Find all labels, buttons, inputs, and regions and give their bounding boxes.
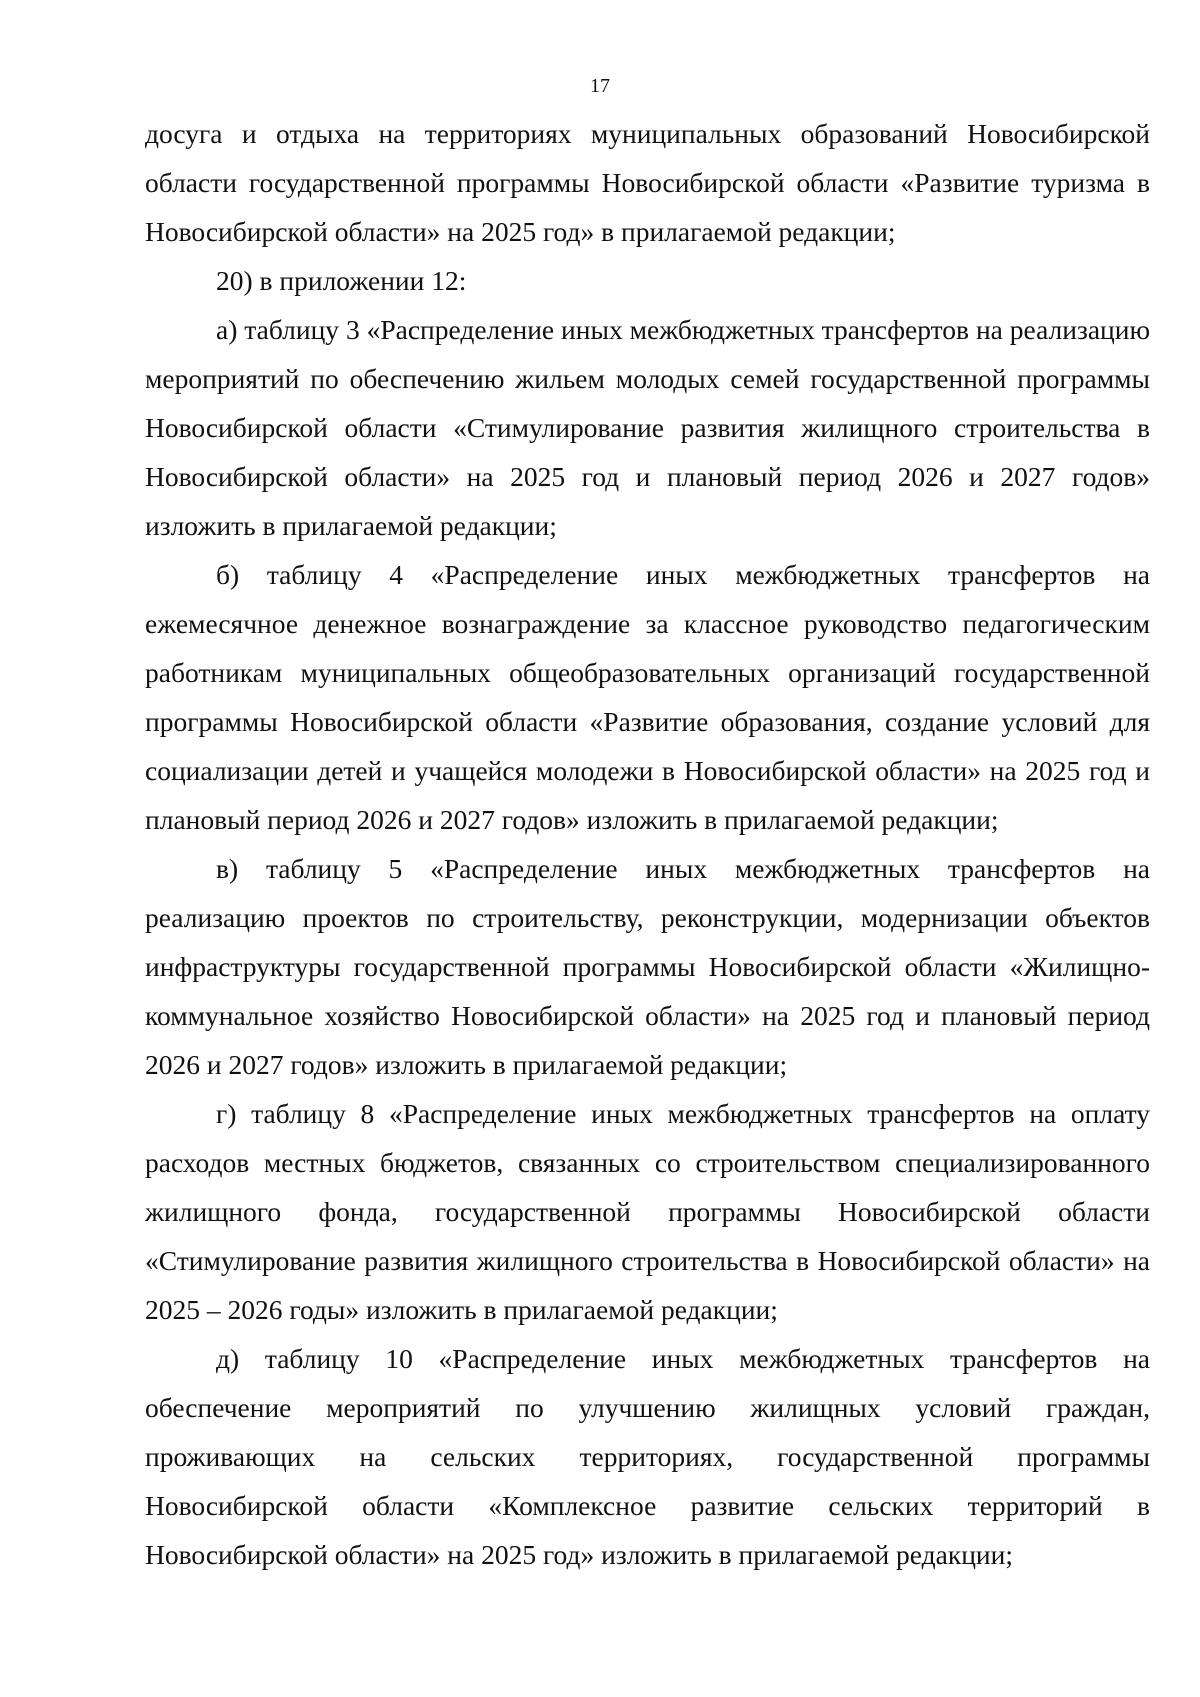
paragraph-item-20: 20) в приложении 12: — [216, 265, 467, 296]
paragraph-item-d: д) таблицу 10 «Распределение иных межбюджетных трансфертов на обеспечение мероприятий по улучшению жилищных условий граждан, проживающих на сельских территориях, государственной программы Новосибирской области «Комплексное развитие сельских территорий в Новосибирской области» на 2025 год» изложить в прилагаемой редакции; — [145, 1343, 1150, 1570]
document-body — [145, 109, 1150, 1579]
page-number: 17 — [590, 75, 610, 97]
paragraph-item-v: в) таблицу 5 «Распределение иных межбюджетных трансфертов на реализацию проектов по строительству, реконструкции, модернизации объектов инфраструктуры государственной программы Новосибирской области «Жилищно-коммунальное хозяйство Новосибирской области» на 2025 год и плановый период 2026 и 2027 годов» изложить в прилагаемой редакции; — [145, 853, 1150, 1080]
paragraph-item-a: а) таблицу 3 «Распределение иных межбюджетных трансфертов на реализацию мероприятий по обеспечению жильем молодых семей государственной программы Новосибирской области «Стимулирование развития жилищного строительства в Новосибирской области» на 2025 год и плановый период 2026 и 2027 годов» изложить в прилагаемой редакции; — [145, 314, 1150, 541]
paragraph-item-g: г) таблицу 8 «Распределение иных межбюджетных трансфертов на оплату расходов местных бюджетов, связанных со строительством специализированного жилищного фонда, государственной программы Новосибирской области «Стимулирование развития жилищного строительства в Новосибирской области» на 2025 – 2026 годы» изложить в прилагаемой редакции; — [145, 1098, 1150, 1325]
paragraph-item-b: б) таблицу 4 «Распределение иных межбюджетных трансфертов на ежемесячное денежное вознаграждение за классное руководство педагогическим работникам муниципальных общеобразовательных организаций государственной программы Новосибирской области «Развитие образования, создание условий для социализации детей и учащейся молодежи в Новосибирской области» на 2025 год и плановый период 2026 и 2027 годов» изложить в прилагаемой редакции; — [145, 559, 1150, 835]
paragraph-continuation: досуга и отдыха на территориях муниципальных образований Новосибирской области государственной программы Новосибирской области «Развитие туризма в Новосибирской области» на 2025 год» в прилагаемой редакции; — [145, 118, 1150, 247]
